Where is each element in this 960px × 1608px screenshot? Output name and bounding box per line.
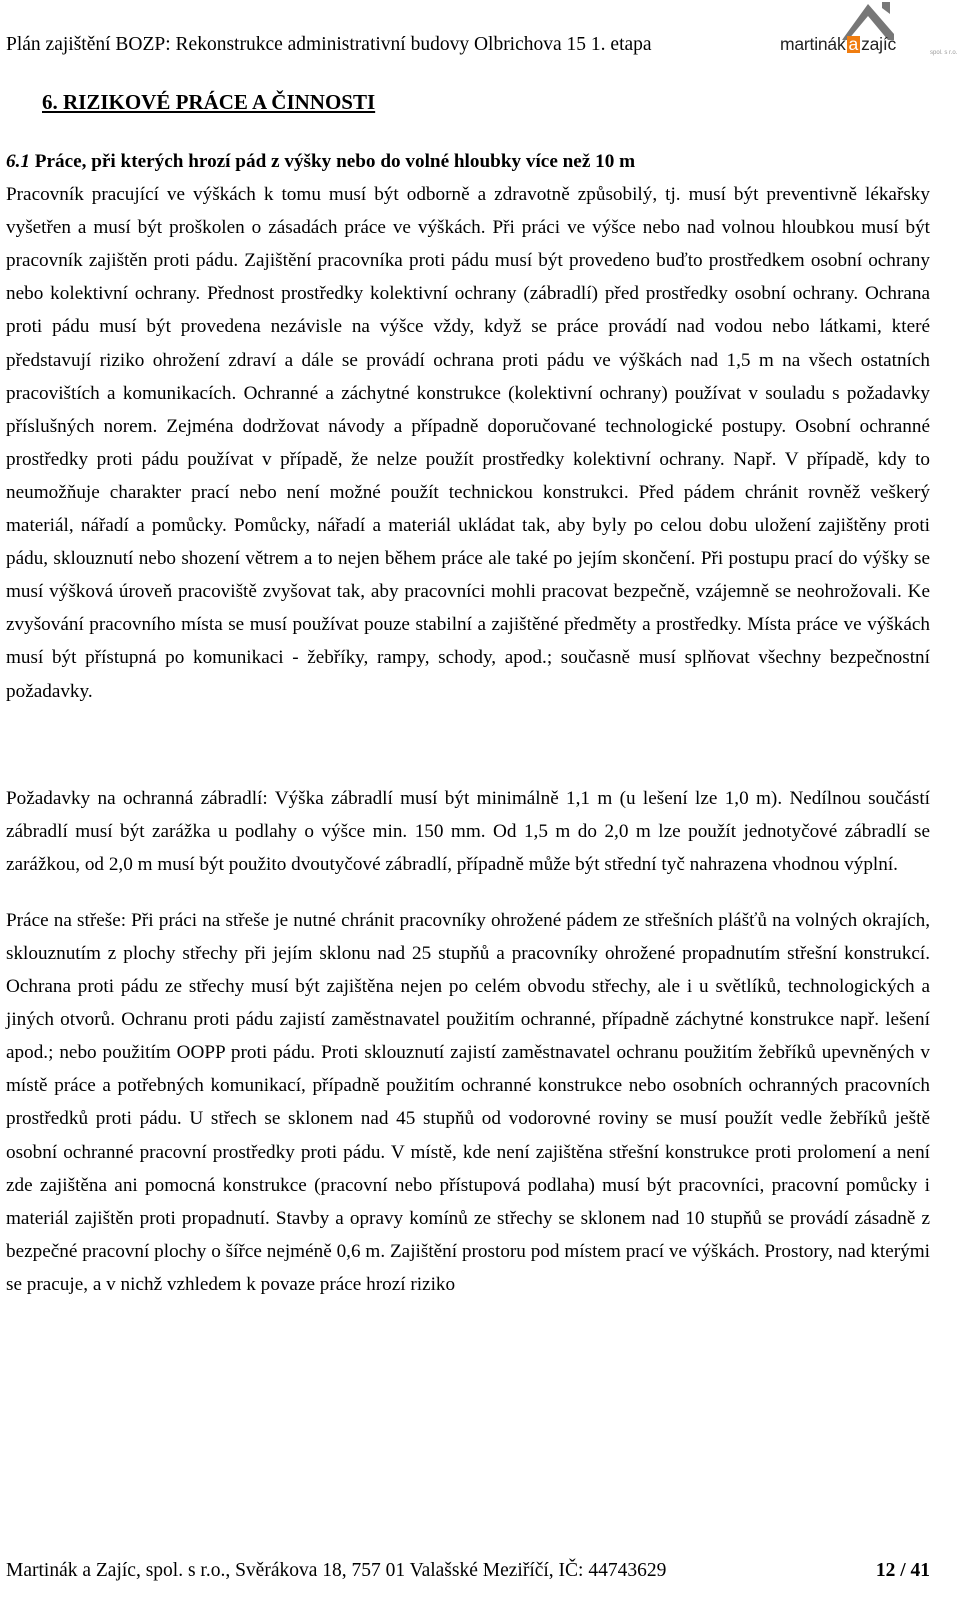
paragraph: Požadavky na ochranná zábradlí: Výška zábradlí musí být minimálně 1,1 m (u lešení lze 1,0 m). Nedílnou součástí zábradlí musí být zarážka u podlahy o výšce min. 150 mm. Od 1,5 m do 2,0 m lze použít jednotyčové zábradlí se zarážkou, od 2,0 m musí být použito dvoutyčové zábradlí, případně může být střední tyč nahrazena vhodnou výplní. [6,787,930,875]
paragraph: Práce na střeše: Při práci na střeše je nutné chránit pracovníky ohrožené pádem ze střešních plášťů na volných okrajích, sklouznutím z plochy střechy při jejím sklonu nad 25 stupňů a pracovníky ohrožené propadnutím střešní konstrukcí. Ochrana proti pádu ze střechy musí být zajištěna nejen po celém obvodu střechy, ale i u světlíků, technologických a jiných otvorů. Ochranu proti pádu zajistí zaměstnavatel použitím ochranné, případně záchytné konstrukce např. lešení apod.; nebo použitím OOPP proti pádu. Proti sklouznutí zajistí zaměstnavatel ochranu použitím žebříků upevněných v místě práce a potřebných komunikací, případně použitím ochranné konstrukce nebo osobních ochranných pracovních prostředků proti pádu. U střech se sklonem nad 45 stupňů od vodorovné roviny se musí použít vedle žebříků ještě osobní ochranné pracovní prostředky proti pádu. V místě, kde není zajištěna střešní konstrukce proti prolomení a není zde zajištěna ani pomocná konstrukce (pracovní nebo přístupová podlaha) musí být pracovníci, pracovní pomůcky i materiál zajištěn proti propadnutí. Stavby a opravy komínů ze střechy se sklonem nad 10 stupňů se provádí zásadně z bezpečné pracovní plochy o šířce nejméně 0,6 m. Zajištění prostoru pod místem prací ve výškách. Prostory, nad kterými se pracuje, a v nichž vzhledem k povaze práce hrozí riziko [6,909,930,1295]
subsection-number: 6.1 [6,151,30,172]
paragraph: Pracovník pracující ve výškách k tomu musí být odborně a zdravotně způsobilý, tj. musí být preventivně lékařsky vyšetřen a musí být proškolen o zásadách práce ve výškách. Při práci ve výšce nebo nad volnou hloubkou musí být pracovník zajištěn proti pádu. Zajištění pracovníka proti pádu musí být provedeno buďto prostředkem osobní ochrany nebo kolektivní ochrany. Přednost prostředky kolektivní ochrany (zábradlí) před prostředky osobní ochrany. Ochrana proti pádu musí být provedena nezávisle na výšce vždy, když se práce provádí nad vodou nebo látkami, které představují riziko ohrožení zdraví a dále se provádí ochrana proti pádu ve výškách nad 1,5 m na všech ostatních pracovištích a komunikacích. Ochranné a záchytné konstrukce (kolektivní ochrany) používat v souladu s požadavky příslušných norem. Zejména dodržovat návody a případně doporučované technologické postupy. Osobní ochranné prostředky proti pádu používat v případě, že nelze použít prostředky kolektivní ochrany. Např. V případě, kdy to neumožňuje charakter prací nebo není možné použít technickou konstrukci. Před pádem chránit rovněž veškerý materiál, nářadí a pomůcky. Pomůcky, nářadí a materiál ukládat tak, aby byly po celou dobu uložení zajištěny proti pádu, sklouznutí nebo shození větrem a to nejen během práce ale také po jejím skončení. Při postupu prací do výšky se musí výšková úroveň pracoviště zvyšovat tak, aby pracovníci mohli pracovat bezpečně, vzájemně se neohrožovali. Ke zvyšování pracovního místa se musí používat pouze stabilní a zajištěné předměty a prostředky. Místa práce ve výškách musí být přístupná po komunikaci - žebříky, rampy, schody, apod.; současně musí splňovat všechny bezpečnostní požadavky. [6,184,930,702]
page-footer [6,1560,930,1582]
company-logo [780,0,958,70]
footer-company: Martinák a Zajíc, spol. s r.o., Svěrákova 18, 757 01 Valašské Meziříčí, IČ: 44743629 [6,1560,667,1581]
subsection-heading [6,145,930,178]
subsection-title: Práce, při kterých hrozí pád z výšky nebo do volné hloubky více než 10 m [29,151,636,172]
document-body [6,145,930,1301]
logo-text-left: martinák [780,34,846,54]
page-header [6,34,776,56]
logo-wordmark [780,34,896,55]
logo-text-right: zajíc [861,34,897,54]
logo-text-mid: a [848,34,859,54]
section-title: 6. RIZIKOVÉ PRÁCE A ČINNOSTI [42,90,376,114]
page-number: 12 / 41 [875,1560,930,1581]
logo-subtitle: spol. s r.o. [930,50,958,56]
header-title: Plán zajištění BOZP: Rekonstrukce administrativní budovy Olbrichova 15 1. etapa [6,34,652,55]
